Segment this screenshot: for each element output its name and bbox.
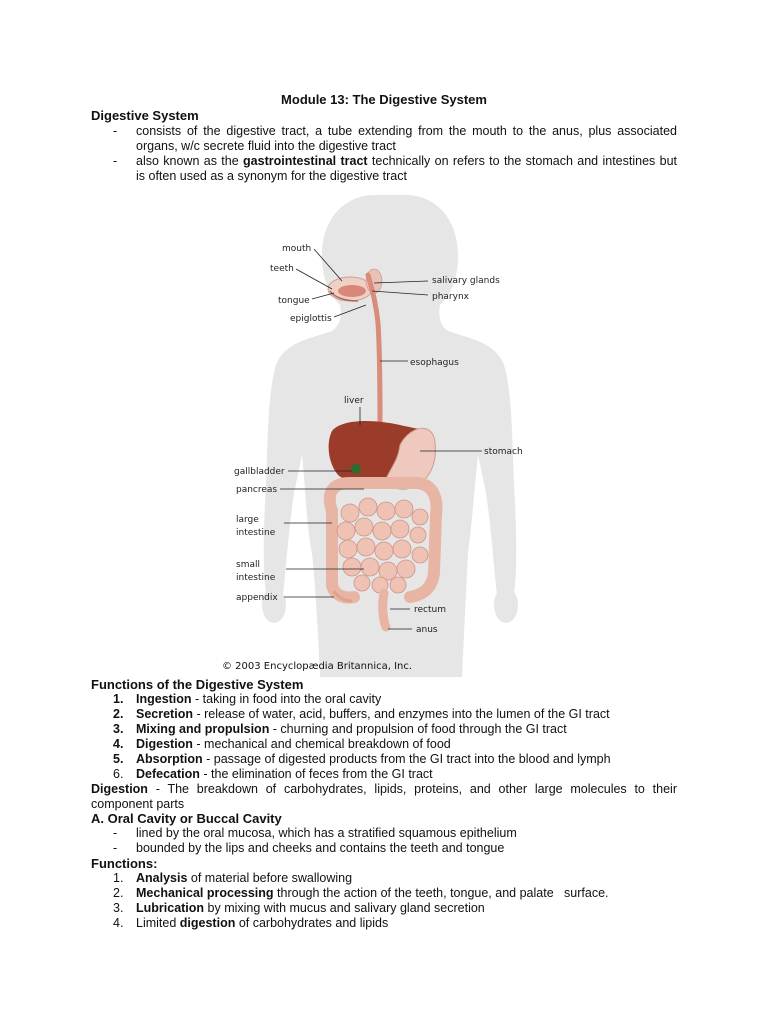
bullet-dash: - xyxy=(113,124,118,138)
bullet-item xyxy=(91,826,677,841)
figure-label-tongue: tongue xyxy=(278,296,310,306)
definition-text: - The breakdown of carbohydrates, lipids, proteins, and other large molecules to their component parts xyxy=(91,782,677,811)
figure-label-liver: liver xyxy=(344,396,364,406)
oral-function-number: 2. xyxy=(113,886,124,900)
oral-function-text xyxy=(136,901,485,916)
figure-label-teeth: teeth xyxy=(270,264,294,274)
function-desc: - churning and propulsion of food through the GI tract xyxy=(269,722,567,736)
oral-function-term: Lubrication xyxy=(136,901,205,915)
figure-label-stomach: stomach xyxy=(484,447,523,457)
oral-function-term: digestion xyxy=(179,916,236,930)
oral-function-item xyxy=(91,871,677,886)
function-text xyxy=(136,707,610,722)
function-item xyxy=(91,692,677,707)
oral-function-item xyxy=(91,916,677,931)
figure-copyright: © 2003 Encyclopædia Britannica, Inc. xyxy=(222,661,413,672)
figure-label-small-intestine: small xyxy=(236,560,260,570)
function-term: Mixing and propulsion xyxy=(136,722,270,736)
function-item xyxy=(91,722,677,737)
function-text xyxy=(136,692,381,707)
function-text xyxy=(136,722,567,737)
bullet-text: lined by the oral mucosa, which has a stratified squamous epithelium xyxy=(136,826,517,840)
function-number: 6. xyxy=(113,767,124,781)
digestion-definition xyxy=(91,782,677,812)
figure-label-pharynx: pharynx xyxy=(432,292,469,302)
function-number: 3. xyxy=(113,722,124,736)
oral-function-pre: Limited xyxy=(136,916,180,930)
oral-function-number: 3. xyxy=(113,901,124,915)
oral-function-item xyxy=(91,901,677,916)
function-text xyxy=(136,737,451,752)
oral-function-post: of carbohydrates and lipids xyxy=(235,916,389,930)
function-number: 4. xyxy=(113,737,124,751)
bullet-text-part: also known as the xyxy=(136,154,244,168)
function-item xyxy=(91,752,677,767)
function-term: Secretion xyxy=(136,707,193,721)
bullet-text-part: technically on refers to the stomach and intestines but is often used as a synonym for the digestive tract xyxy=(136,154,677,183)
oral-function-number: 4. xyxy=(113,916,124,930)
figure-label-appendix: appendix xyxy=(236,593,278,603)
function-term: Digestion xyxy=(136,737,193,751)
function-number: 5. xyxy=(113,752,124,766)
function-desc: - release of water, acid, buffers, and enzymes into the lumen of the GI tract xyxy=(192,707,610,721)
figure-label-epiglottis: epiglottis xyxy=(290,314,332,324)
figure-label-small-intestine: intestine xyxy=(236,573,276,583)
function-desc: - the elimination of feces from the GI tract xyxy=(199,767,433,781)
function-item xyxy=(91,707,677,722)
function-term: Defecation xyxy=(136,767,200,781)
bullet-text-part: consists of the digestive tract, a tube extending from the mouth to the anus, plus associated organs, w/c secrete fluid into the digestive tract xyxy=(136,124,677,153)
bullet-item xyxy=(91,841,677,856)
function-desc: - passage of digested products from the GI tract into the blood and lymph xyxy=(202,752,611,766)
digestive-system-figure xyxy=(222,193,552,677)
function-desc: - taking in food into the oral cavity xyxy=(191,692,382,706)
oral-function-item xyxy=(91,886,677,901)
function-text xyxy=(136,767,433,782)
figure-label-large-intestine: intestine xyxy=(236,528,276,538)
figure-label-large-intestine: large xyxy=(236,515,259,525)
oral-function-text xyxy=(136,886,609,901)
bullet-text xyxy=(136,154,677,184)
page-title: Module 13: The Digestive System xyxy=(281,92,487,107)
oral-function-post: by mixing with mucus and salivary gland secretion xyxy=(204,901,485,915)
oral-function-number: 1. xyxy=(113,871,124,885)
function-term: Ingestion xyxy=(136,692,192,706)
section-heading-digestive-system: Digestive System xyxy=(91,108,199,123)
figure-label-mouth: mouth xyxy=(282,244,312,254)
definition-term: Digestion xyxy=(91,782,148,796)
function-term: Absorption xyxy=(136,752,203,766)
function-item xyxy=(91,737,677,752)
bullet-dash: - xyxy=(113,841,118,855)
bullet-item xyxy=(91,154,677,184)
figure-label-anus: anus xyxy=(416,625,438,635)
figure-label-pancreas: pancreas xyxy=(236,485,278,495)
figure-label-salivary-glands: salivary glands xyxy=(432,276,500,286)
section-heading-functions: Functions of the Digestive System xyxy=(91,677,304,692)
oral-function-post: of material before swallowing xyxy=(187,871,353,885)
section-heading-oral-cavity: A. Oral Cavity or Buccal Cavity xyxy=(91,811,282,826)
bullet-item xyxy=(91,124,677,154)
function-number: 2. xyxy=(113,707,124,721)
oral-function-text xyxy=(136,871,352,886)
digestive-system-illustration xyxy=(222,193,552,677)
bullet-text xyxy=(136,124,677,154)
figure-label-gallbladder: gallbladder xyxy=(234,467,285,477)
oral-function-term: Analysis xyxy=(136,871,188,885)
function-desc: - mechanical and chemical breakdown of food xyxy=(192,737,451,751)
function-item xyxy=(91,767,677,782)
oral-function-post: through the action of the teeth, tongue, and palate surface. xyxy=(273,886,609,900)
section-heading-functions-oral: Functions: xyxy=(91,856,158,871)
figure-label-esophagus: esophagus xyxy=(410,358,459,368)
function-text xyxy=(136,752,611,767)
figure-label-rectum: rectum xyxy=(414,605,446,615)
bullet-dash: - xyxy=(113,826,118,840)
bold-term-gastrointestinal-tract: gastrointestinal tract xyxy=(243,154,368,168)
bullet-text: bounded by the lips and cheeks and contains the teeth and tongue xyxy=(136,841,505,855)
oral-function-term: Mechanical processing xyxy=(136,886,274,900)
function-number: 1. xyxy=(113,692,124,706)
bullet-dash: - xyxy=(113,154,118,168)
oral-function-text xyxy=(136,916,388,931)
